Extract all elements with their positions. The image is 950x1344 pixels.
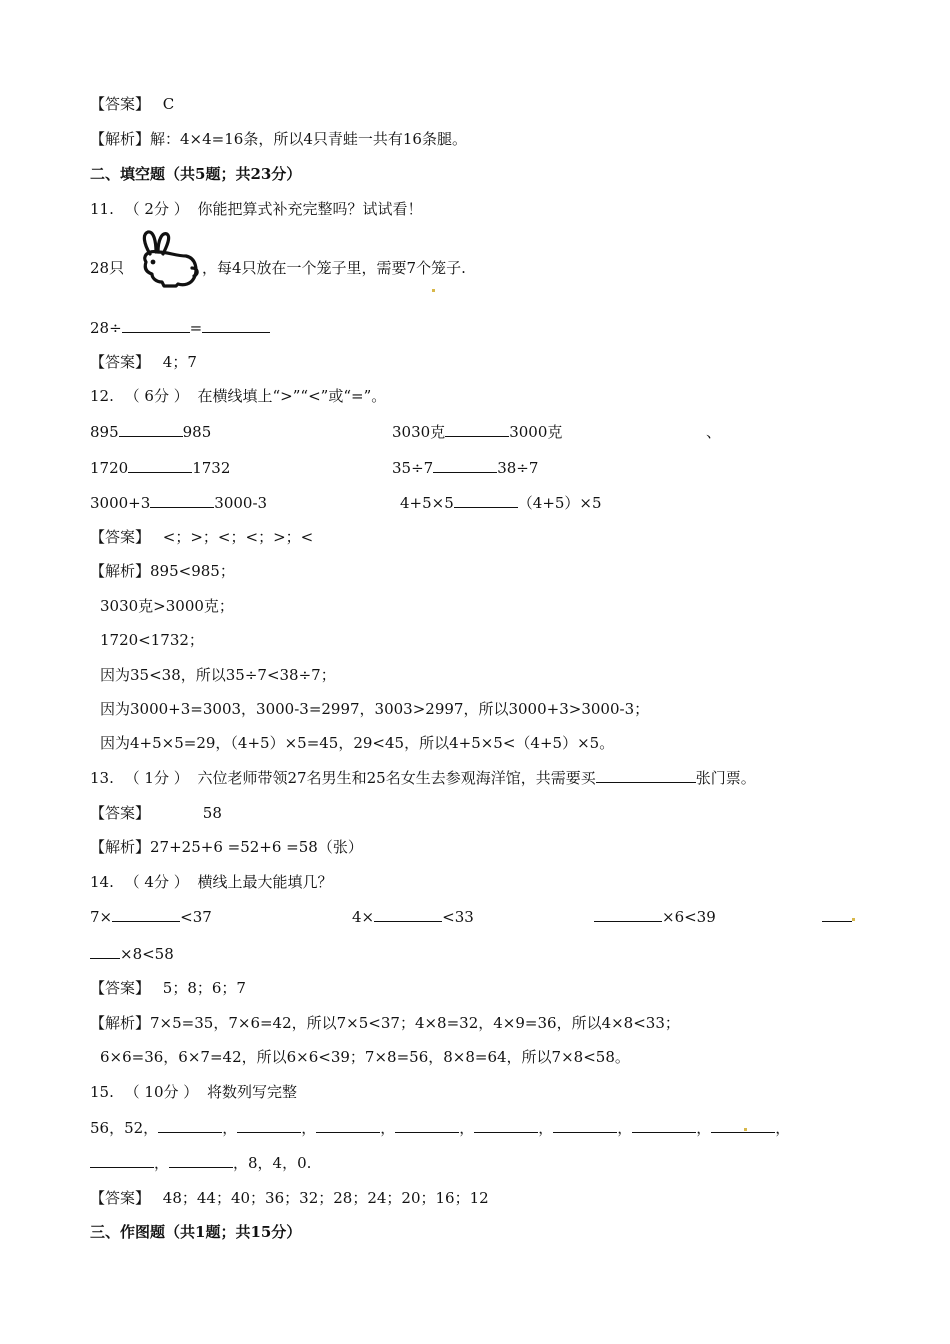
expr-blank[interactable] — [374, 907, 442, 922]
q12-question — [90, 386, 386, 406]
answer-value: 58 — [202, 804, 222, 822]
answer-label: 【答案】 — [90, 353, 151, 371]
expr-right: ×6<39 — [662, 908, 716, 926]
q14-expr-4 — [90, 944, 174, 964]
sep: ， — [222, 1119, 238, 1137]
scan-speck — [432, 289, 435, 292]
answer-value: 48；44；40；36；32；28；24；20；16；12 — [162, 1189, 489, 1207]
answer-label: 【答案】 — [90, 95, 151, 113]
expr-right: <33 — [442, 908, 474, 926]
q11-equation — [90, 318, 270, 338]
answer-value: 5；8；6；7 — [162, 979, 246, 997]
section-3-title: 三、作图题（共1题；共15分） — [90, 1223, 302, 1241]
expr-blank[interactable] — [90, 944, 120, 959]
blank-divisor[interactable] — [122, 318, 190, 333]
sequence-blank[interactable] — [474, 1118, 538, 1133]
answer-label: 【答案】 — [90, 804, 151, 822]
compare-blank[interactable] — [445, 422, 509, 437]
q12-analysis-3: 因为35<38，所以35÷7<38÷7； — [100, 666, 336, 684]
q11-prefix: 28只 — [90, 259, 125, 277]
sep: ， — [459, 1119, 475, 1137]
scan-speck — [744, 1128, 747, 1131]
compare-left: 3030克 — [392, 423, 446, 441]
answer-value: 4；7 — [162, 353, 197, 371]
sequence-end: ，8，4，0. — [233, 1154, 312, 1172]
question-score: （ 1分 ） — [124, 769, 189, 787]
q10-answer — [90, 94, 174, 114]
answer-label: 【答案】 — [90, 1189, 151, 1207]
question-text-tail: 张门票。 — [695, 769, 756, 787]
question-score: （ 10分 ） — [124, 1083, 199, 1101]
q14-analysis — [90, 1013, 680, 1033]
sep: ， — [301, 1119, 317, 1137]
q13-analysis — [90, 837, 363, 857]
q11-suffix: ，每4只放在一个笼子里，需要7个笼子. — [202, 259, 466, 277]
q15-sequence-row1 — [90, 1118, 790, 1138]
sequence-blank[interactable] — [553, 1118, 617, 1133]
expr-right: ×8<58 — [120, 945, 174, 963]
analysis-text: 7×5=35，7×6=42，所以7×5<37；4×8=32，4×9=36，所以4×8<33； — [150, 1014, 680, 1032]
q15-answer — [90, 1188, 489, 1208]
compare-left: 35÷7 — [392, 459, 434, 477]
answer-value: C — [162, 95, 175, 113]
question-number: 11. — [90, 200, 114, 218]
analysis-text: 895<985； — [150, 562, 235, 580]
sep: ， — [538, 1119, 554, 1137]
q11-question — [90, 199, 423, 219]
question-text: 横线上最大能填几？ — [197, 873, 333, 891]
expr-right: <37 — [180, 908, 212, 926]
stray-mark: 、 — [706, 423, 722, 441]
q11-answer — [90, 352, 197, 372]
compare-left: 1720 — [90, 459, 129, 477]
sequence-blank[interactable] — [169, 1153, 233, 1168]
analysis-text: 27+25+6 =52+6 =58（张） — [150, 838, 363, 856]
q14-expr-1 — [90, 907, 212, 927]
sequence-blank[interactable] — [632, 1118, 696, 1133]
q12-row1-right — [392, 422, 562, 442]
question-text: 在横线填上“>”“<”或“=”。 — [197, 387, 387, 405]
expr-blank[interactable] — [112, 907, 180, 922]
section-2-title: 二、填空题（共5题；共23分） — [90, 165, 302, 183]
expr-left: 7× — [90, 908, 113, 926]
answer-value: <；>；<；<；>；< — [162, 528, 314, 546]
blank-quotient[interactable] — [202, 318, 270, 333]
q12-analysis-2: 1720<1732； — [100, 631, 204, 649]
analysis-label: 【解析】 — [90, 1014, 151, 1032]
q14-expr-3 — [594, 907, 716, 927]
expr-left: 4× — [352, 908, 375, 926]
q15-sequence-row2 — [90, 1153, 311, 1173]
compare-blank[interactable] — [433, 458, 497, 473]
compare-blank[interactable] — [454, 493, 518, 508]
compare-right: 3000克 — [509, 423, 563, 441]
q14-analysis-2: 6×6=36，6×7=42，所以6×6<39；7×8=56，8×8=64，所以7×8<58。 — [100, 1048, 630, 1066]
equation-left: 28÷ — [90, 319, 122, 337]
question-number: 14. — [90, 873, 114, 891]
sep: ， — [617, 1119, 633, 1137]
sequence-blank[interactable] — [90, 1153, 154, 1168]
compare-blank[interactable] — [128, 458, 192, 473]
q12-row2-left — [90, 458, 230, 478]
q14-answer — [90, 978, 246, 998]
blank-ticket-count[interactable] — [596, 768, 696, 783]
question-number: 12. — [90, 387, 114, 405]
q13-answer — [90, 803, 222, 823]
equation-equals: = — [189, 319, 203, 337]
sep: ， — [154, 1154, 170, 1172]
question-text: 将数列写完整 — [207, 1083, 298, 1101]
compare-right: 38÷7 — [497, 459, 539, 477]
compare-right: （4+5）×5 — [517, 494, 602, 512]
sequence-start: 56，52， — [90, 1119, 159, 1137]
q12-analysis-5: 因为4+5×5=29，（4+5）×5=45，29<45，所以4+5×5<（4+5）×5。 — [100, 734, 615, 752]
compare-blank[interactable] — [150, 493, 214, 508]
scan-speck — [852, 918, 855, 921]
question-score: （ 2分 ） — [124, 200, 189, 218]
q12-row2-right — [392, 458, 538, 478]
q10-analysis — [90, 129, 467, 149]
answer-label: 【答案】 — [90, 979, 151, 997]
compare-right: 985 — [182, 423, 212, 441]
q12-row3-left — [90, 493, 267, 513]
compare-blank[interactable] — [119, 422, 183, 437]
answer-label: 【答案】 — [90, 528, 151, 546]
q12-row1-left — [90, 422, 211, 442]
compare-left: 895 — [90, 423, 119, 441]
q12-analysis-1: 3030克>3000克； — [100, 597, 234, 615]
question-text: 六位老师带领27名男生和25名女生去参观海洋馆，共需要买 — [197, 769, 596, 787]
rabbit-illustration — [136, 228, 202, 290]
compare-right: 1732 — [192, 459, 231, 477]
analysis-label: 【解析】 — [90, 130, 151, 148]
analysis-label: 【解析】 — [90, 562, 151, 580]
expr-blank[interactable] — [822, 907, 852, 922]
q13-question — [90, 768, 756, 788]
question-score: （ 6分 ） — [124, 387, 189, 405]
analysis-label: 【解析】 — [90, 838, 151, 856]
sequence-blank[interactable] — [316, 1118, 380, 1133]
compare-left: 4+5×5 — [400, 494, 454, 512]
sep: ， — [775, 1119, 791, 1137]
sep: ， — [696, 1119, 712, 1137]
sequence-blank[interactable] — [395, 1118, 459, 1133]
q12-analysis-4: 因为3000+3=3003，3000-3=2997，3003>2997，所以3000+3>3000-3； — [100, 700, 650, 718]
q15-question — [90, 1082, 297, 1102]
sequence-blank[interactable] — [237, 1118, 301, 1133]
q12-row3-right — [400, 493, 602, 513]
question-number: 15. — [90, 1083, 114, 1101]
expr-blank[interactable] — [594, 907, 662, 922]
sep: ， — [380, 1119, 396, 1137]
analysis-text: 解：4×4=16条，所以4只青蛙一共有16条腿。 — [150, 130, 467, 148]
compare-left: 3000+3 — [90, 494, 151, 512]
q14-expr-4-blank-start — [822, 907, 852, 927]
compare-right: 3000-3 — [214, 494, 268, 512]
q12-answer — [90, 527, 313, 547]
q12-analysis-0 — [90, 561, 235, 581]
q14-question — [90, 872, 333, 892]
question-number: 13. — [90, 769, 114, 787]
question-text: 你能把算式补充完整吗？试试看！ — [197, 200, 423, 218]
question-score: （ 4分 ） — [124, 873, 189, 891]
q14-expr-2 — [352, 907, 474, 927]
sequence-blank[interactable] — [158, 1118, 222, 1133]
